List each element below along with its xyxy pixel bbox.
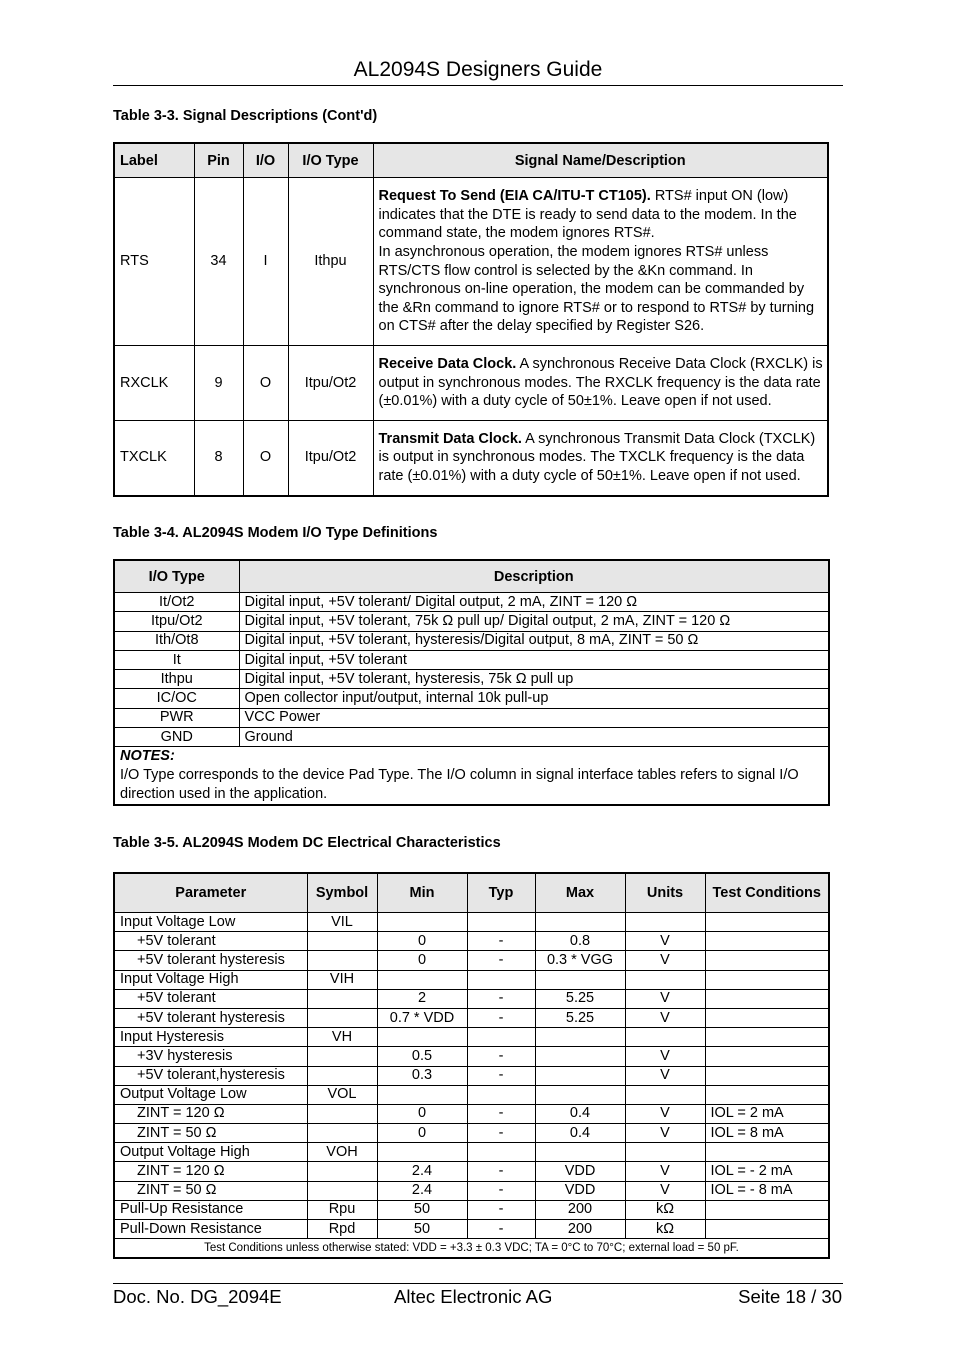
cell-symbol xyxy=(307,1181,377,1200)
cell-parameter: Pull-Down Resistance xyxy=(114,1220,307,1239)
description-title: Receive Data Clock. xyxy=(378,356,517,373)
footnote-row xyxy=(114,1239,829,1259)
cell-typ: - xyxy=(467,932,535,951)
table-row xyxy=(114,1066,829,1085)
table-row xyxy=(114,970,829,989)
col-header-symbol: Symbol xyxy=(307,873,377,913)
col-header-io-type: I/O Type xyxy=(288,143,373,178)
cell-min: 0 xyxy=(377,1124,467,1143)
table-row xyxy=(114,913,829,932)
table-row xyxy=(114,421,828,496)
table-row xyxy=(114,631,829,650)
cell-parameter: +5V tolerant,hysteresis xyxy=(114,1066,307,1085)
cell-min xyxy=(377,970,467,989)
cell-parameter: +5V tolerant hysteresis xyxy=(114,1008,307,1027)
cell-parameter: Input Hysteresis xyxy=(114,1028,307,1047)
cell-test-conditions xyxy=(705,970,829,989)
notes-cell xyxy=(114,747,829,806)
cell-io-type: Ithpu xyxy=(114,670,239,689)
table-3-5-caption: Table 3-5. AL2094S Modem DC Electrical Characteristics xyxy=(113,835,501,851)
footer-rule xyxy=(113,1283,843,1284)
cell-description xyxy=(373,421,828,496)
cell-min: 0 xyxy=(377,1104,467,1123)
cell-max: 5.25 xyxy=(535,989,625,1008)
cell-description xyxy=(373,346,828,421)
cell-symbol: VH xyxy=(307,1028,377,1047)
col-header-parameter: Parameter xyxy=(114,873,307,913)
col-header-units: Units xyxy=(625,873,705,913)
cell-symbol xyxy=(307,1104,377,1123)
cell-symbol xyxy=(307,951,377,970)
table-row xyxy=(114,989,829,1008)
cell-description: VCC Power xyxy=(239,708,829,727)
cell-parameter: ZINT = 50 Ω xyxy=(114,1181,307,1200)
cell-test-conditions xyxy=(705,1200,829,1219)
cell-typ: - xyxy=(467,951,535,970)
cell-test-conditions: IOL = - 8 mA xyxy=(705,1181,829,1200)
table-row xyxy=(114,728,829,747)
col-header-description: Description xyxy=(239,560,829,593)
cell-parameter: +5V tolerant hysteresis xyxy=(114,951,307,970)
cell-typ: - xyxy=(467,1124,535,1143)
cell-symbol: VIH xyxy=(307,970,377,989)
table-row xyxy=(114,593,829,612)
cell-test-conditions xyxy=(705,1143,829,1162)
cell-max xyxy=(535,970,625,989)
cell-max: 5.25 xyxy=(535,1008,625,1027)
cell-symbol: Rpd xyxy=(307,1220,377,1239)
cell-typ xyxy=(467,970,535,989)
cell-description: Digital input, +5V tolerant, hysteresis/Digital output, 8 mA, ZINT = 50 Ω xyxy=(239,631,829,650)
cell-parameter: Output Voltage High xyxy=(114,1143,307,1162)
description-text: RTS# input ON (low) indicates that the DTE is ready to send data to the modem. In the command state, the modem ignores RTS#. xyxy=(378,188,797,242)
cell-max: 200 xyxy=(535,1200,625,1219)
notes-text: I/O Type corresponds to the device Pad Type. The I/O column in signal interface tables refers to signal I/O direction used in the application. xyxy=(120,767,799,803)
description-text: A synchronous Receive Data Clock (RXCLK) is output in synchronous modes. The RXCLK frequency is the data rate (±0.01%) with a duty cycle of 50±1%. Leave open if not used. xyxy=(378,356,823,410)
cell-parameter: Output Voltage Low xyxy=(114,1085,307,1104)
cell-label: TXCLK xyxy=(114,421,194,496)
cell-symbol: VOL xyxy=(307,1085,377,1104)
cell-parameter: +5V tolerant xyxy=(114,989,307,1008)
cell-max: 0.3 * VGG xyxy=(535,951,625,970)
cell-units: V xyxy=(625,1181,705,1200)
cell-max xyxy=(535,1028,625,1047)
cell-test-conditions xyxy=(705,1085,829,1104)
cell-test-conditions: IOL = - 2 mA xyxy=(705,1162,829,1181)
cell-test-conditions xyxy=(705,913,829,932)
cell-description: Digital input, +5V tolerant xyxy=(239,650,829,669)
cell-typ xyxy=(467,1143,535,1162)
cell-description: Open collector input/output, internal 10k pull-up xyxy=(239,689,829,708)
notes-row xyxy=(114,747,829,806)
description-title: Request To Send (EIA CA/ITU-T CT105). xyxy=(378,188,651,205)
table-3-3-caption: Table 3-3. Signal Descriptions (Cont'd) xyxy=(113,108,378,124)
cell-io-type: Itpu/Ot2 xyxy=(114,612,239,631)
footer-company: Altec Electronic AG xyxy=(394,1286,553,1307)
cell-max: VDD xyxy=(535,1181,625,1200)
cell-typ xyxy=(467,1085,535,1104)
table-3-4-caption: Table 3-4. AL2094S Modem I/O Type Definitions xyxy=(113,525,438,541)
cell-io-type: PWR xyxy=(114,708,239,727)
table-row xyxy=(114,708,829,727)
signal-descriptions-table xyxy=(113,142,829,497)
cell-min: 2 xyxy=(377,989,467,1008)
cell-units: V xyxy=(625,1124,705,1143)
cell-test-conditions xyxy=(705,1028,829,1047)
cell-symbol: VIL xyxy=(307,913,377,932)
cell-parameter: Input Voltage Low xyxy=(114,913,307,932)
cell-typ: - xyxy=(467,1104,535,1123)
col-header-io: I/O xyxy=(243,143,288,178)
cell-units xyxy=(625,1028,705,1047)
cell-symbol xyxy=(307,1162,377,1181)
cell-parameter: ZINT = 120 Ω xyxy=(114,1104,307,1123)
cell-min xyxy=(377,1028,467,1047)
cell-symbol xyxy=(307,989,377,1008)
cell-io-type: Ith/Ot8 xyxy=(114,631,239,650)
cell-typ: - xyxy=(467,1162,535,1181)
cell-typ: - xyxy=(467,1200,535,1219)
cell-max xyxy=(535,1143,625,1162)
cell-typ: - xyxy=(467,1047,535,1066)
cell-typ: - xyxy=(467,989,535,1008)
cell-typ xyxy=(467,1028,535,1047)
notes-label: NOTES: xyxy=(120,748,175,765)
col-header-label: Label xyxy=(114,143,194,178)
cell-parameter: +3V hysteresis xyxy=(114,1047,307,1066)
cell-io-type: Itpu/Ot2 xyxy=(288,421,373,496)
table-row xyxy=(114,1028,829,1047)
table-row xyxy=(114,951,829,970)
table-row xyxy=(114,612,829,631)
cell-min: 2.4 xyxy=(377,1181,467,1200)
cell-io: O xyxy=(243,346,288,421)
cell-units: kΩ xyxy=(625,1200,705,1219)
cell-min: 0 xyxy=(377,932,467,951)
table-row xyxy=(114,1124,829,1143)
cell-description: Digital input, +5V tolerant, hysteresis, 75k Ω pull up xyxy=(239,670,829,689)
cell-test-conditions: IOL = 2 mA xyxy=(705,1104,829,1123)
page-title: AL2094S Designers Guide xyxy=(353,58,603,81)
cell-description: Digital input, +5V tolerant, 75k Ω pull up/ Digital output, 2 mA, ZINT = 120 Ω xyxy=(239,612,829,631)
cell-description xyxy=(373,178,828,346)
table-row xyxy=(114,1143,829,1162)
cell-units: V xyxy=(625,989,705,1008)
cell-symbol xyxy=(307,1047,377,1066)
cell-max xyxy=(535,913,625,932)
cell-io-type: IC/OC xyxy=(114,689,239,708)
cell-io: O xyxy=(243,421,288,496)
cell-description: Digital input, +5V tolerant/ Digital output, 2 mA, ZINT = 120 Ω xyxy=(239,593,829,612)
cell-min: 50 xyxy=(377,1200,467,1219)
cell-parameter: ZINT = 120 Ω xyxy=(114,1162,307,1181)
col-header-pin: Pin xyxy=(194,143,243,178)
cell-typ xyxy=(467,913,535,932)
table-row xyxy=(114,689,829,708)
cell-min xyxy=(377,913,467,932)
cell-symbol xyxy=(307,932,377,951)
dc-characteristics-table xyxy=(113,872,830,1259)
cell-min: 0.3 xyxy=(377,1066,467,1085)
col-header-test-conditions: Test Conditions xyxy=(705,873,829,913)
cell-io-type: Ithpu xyxy=(288,178,373,346)
cell-io-type: It xyxy=(114,650,239,669)
cell-io-type: It/Ot2 xyxy=(114,593,239,612)
cell-typ: - xyxy=(467,1066,535,1085)
col-header-min: Min xyxy=(377,873,467,913)
cell-symbol: VOH xyxy=(307,1143,377,1162)
cell-max: 0.4 xyxy=(535,1104,625,1123)
cell-symbol xyxy=(307,1066,377,1085)
table-row xyxy=(114,178,828,346)
table-row xyxy=(114,346,828,421)
cell-test-conditions xyxy=(705,932,829,951)
cell-test-conditions xyxy=(705,1008,829,1027)
cell-min: 2.4 xyxy=(377,1162,467,1181)
cell-units: kΩ xyxy=(625,1220,705,1239)
cell-typ: - xyxy=(467,1008,535,1027)
col-header-max: Max xyxy=(535,873,625,913)
table-row xyxy=(114,1220,829,1239)
footnote: Test Conditions unless otherwise stated: VDD = +3.3 ± 0.3 VDC; TA = 0°C to 70°C; external load = 50 pF. xyxy=(114,1239,829,1259)
description-text-2: In asynchronous operation, the modem ignores RTS# unless RTS/CTS flow control is selected by the &Kn command. In synchronous on-line operation, the modem can be commanded by the &Rn command to ignore RTS# or to respond to RTS# by turning on CTS# after the delay specified by Register S26. xyxy=(378,243,815,335)
cell-units xyxy=(625,913,705,932)
cell-io: I xyxy=(243,178,288,346)
cell-parameter: Pull-Up Resistance xyxy=(114,1200,307,1219)
cell-units: V xyxy=(625,1008,705,1027)
footer-page-number: Seite 18 / 30 xyxy=(738,1286,842,1307)
cell-typ: - xyxy=(467,1181,535,1200)
table-row xyxy=(114,1085,829,1104)
table-row xyxy=(114,1008,829,1027)
cell-description: Ground xyxy=(239,728,829,747)
cell-units xyxy=(625,970,705,989)
description-text: A synchronous Transmit Data Clock (TXCLK) is output in synchronous modes. The TXCLK frequency is the data rate (±0.01%) with a duty cycle of 50±1%. Leave open if not used. xyxy=(378,430,816,485)
cell-parameter: ZINT = 50 Ω xyxy=(114,1124,307,1143)
cell-units xyxy=(625,1085,705,1104)
cell-parameter: +5V tolerant xyxy=(114,932,307,951)
cell-units: V xyxy=(625,951,705,970)
table-row xyxy=(114,932,829,951)
cell-pin: 34 xyxy=(194,178,243,346)
cell-max xyxy=(535,1047,625,1066)
cell-io-type: Itpu/Ot2 xyxy=(288,346,373,421)
cell-symbol xyxy=(307,1008,377,1027)
cell-min: 50 xyxy=(377,1220,467,1239)
cell-max: 0.8 xyxy=(535,932,625,951)
col-header-io-type: I/O Type xyxy=(114,560,239,593)
cell-max xyxy=(535,1085,625,1104)
cell-max: 200 xyxy=(535,1220,625,1239)
table-row xyxy=(114,650,829,669)
cell-max xyxy=(535,1066,625,1085)
cell-units xyxy=(625,1143,705,1162)
cell-test-conditions: IOL = 8 mA xyxy=(705,1124,829,1143)
cell-min xyxy=(377,1085,467,1104)
cell-symbol xyxy=(307,1124,377,1143)
cell-units: V xyxy=(625,1104,705,1123)
header-rule xyxy=(113,85,843,86)
cell-test-conditions xyxy=(705,1047,829,1066)
cell-io-type: GND xyxy=(114,728,239,747)
cell-symbol: Rpu xyxy=(307,1200,377,1219)
table-row xyxy=(114,1047,829,1066)
cell-max: VDD xyxy=(535,1162,625,1181)
cell-label: RXCLK xyxy=(114,346,194,421)
cell-parameter: Input Voltage High xyxy=(114,970,307,989)
table-header-row xyxy=(114,560,829,593)
cell-min: 0 xyxy=(377,951,467,970)
table-row xyxy=(114,1200,829,1219)
table-header-row xyxy=(114,873,829,913)
cell-pin: 9 xyxy=(194,346,243,421)
table-row xyxy=(114,1181,829,1200)
cell-min: 0.5 xyxy=(377,1047,467,1066)
cell-units: V xyxy=(625,1162,705,1181)
cell-test-conditions xyxy=(705,1066,829,1085)
table-header-row xyxy=(114,143,828,178)
cell-pin: 8 xyxy=(194,421,243,496)
col-header-description: Signal Name/Description xyxy=(373,143,828,178)
col-header-typ: Typ xyxy=(467,873,535,913)
cell-min xyxy=(377,1143,467,1162)
cell-test-conditions xyxy=(705,951,829,970)
cell-typ: - xyxy=(467,1220,535,1239)
cell-units: V xyxy=(625,932,705,951)
table-row xyxy=(114,1104,829,1123)
description-title: Transmit Data Clock. xyxy=(378,430,522,447)
cell-max: 0.4 xyxy=(535,1124,625,1143)
table-row xyxy=(114,1162,829,1181)
io-type-definitions-table xyxy=(113,559,830,806)
table-row xyxy=(114,670,829,689)
cell-test-conditions xyxy=(705,1220,829,1239)
footer-doc-number: Doc. No. DG_2094E xyxy=(113,1286,282,1307)
cell-units: V xyxy=(625,1047,705,1066)
cell-units: V xyxy=(625,1066,705,1085)
cell-test-conditions xyxy=(705,989,829,1008)
cell-label: RTS xyxy=(114,178,194,346)
cell-min: 0.7 * VDD xyxy=(377,1008,467,1027)
